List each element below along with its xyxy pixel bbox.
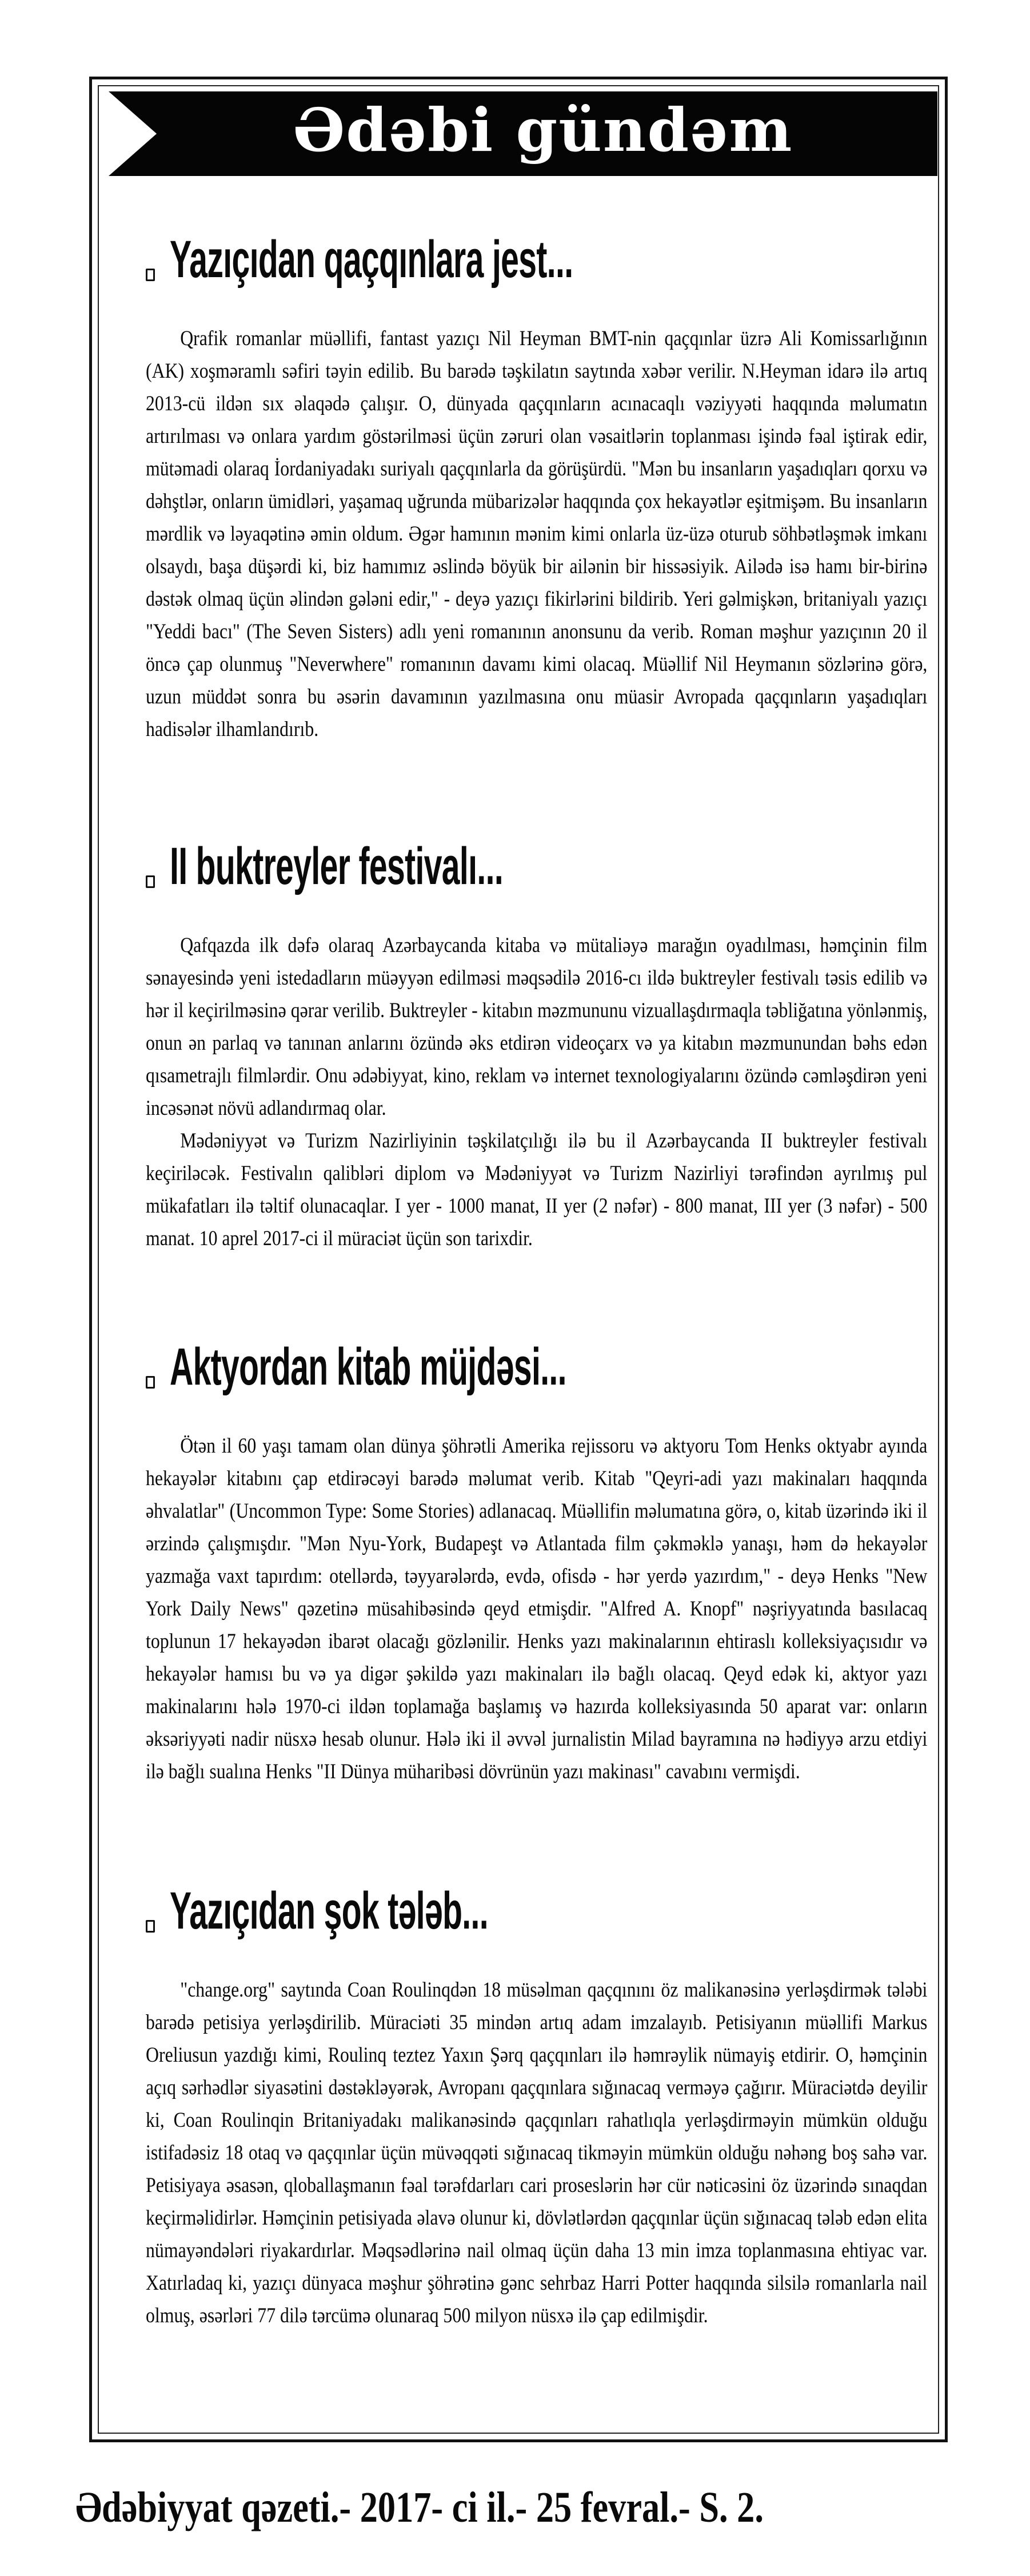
square-bullet-icon <box>146 269 155 281</box>
article-body <box>146 322 927 746</box>
article-headline <box>146 1336 929 1396</box>
article-body <box>146 1974 927 2332</box>
article-booktrailer-festival <box>146 835 929 1255</box>
headline-text: II buktreyler festivalı... <box>170 837 504 895</box>
article-headline <box>146 229 929 289</box>
paragraph: Qafqazda ilk dəfə olaraq Azərbaycanda kitaba və mütaliəyə marağın oyadılması, həmçinin film sənayesində yeni istedadların müəyyən edilməsi məqsədilə 2016-cı ildə buktreyler festivalı təsis edilib və hər il keçirilməsinə qərar verilib. Buktreyler - kitabın məzmununu vizuallaşdırmaqla təbliğatına yönlənmiş, onun ən parlaq və tanınan anlarını özündə əks etdirən videoçarx və ya kitabın məzmunundan bəhs edən qısametrajlı filmlərdir. Onu ədəbiyyat, kino, reklam və internet texnologiyalarını özündə cəmləşdirən yeni incəsənət növü adlandırmaq olar. <box>146 934 928 1120</box>
article-headline <box>146 835 929 893</box>
headline-text: Aktyordan kitab müjdəsi... <box>170 1338 566 1396</box>
paragraph: "change.org" saytında Coan Roulinqdən 18 müsəlman qaçqınını öz malikanəsinə yerləşdirmək tələbi barədə petisiya yerləşdirilib. Müraciəti 35 mindən artıq adam imzalayıb. Petisiyanın müəllifi Markus Oreliusun yazdığı kimi, Roulinq teztez Yaxın Şərq qaçqınları ilə həmrəylik nümayiş etdirir. O, həmçinin açıq sərhədlər siyasətini dəstəkləyərək, Avropanı qaçqınlara sığınacaq verməyə çağırır. Müraciətdə deyilir ki, Coan Roulinqin Britaniyadakı malikanəsində qaçqınları rahatlıqla yerləşdirməyin mümkün olduğu istifadəsiz 18 otaq və qaçqınlar üçün müvəqqəti sığınacaq tikməyin mümkün olduğu nəhəng boş sahə var. Petisiyaya əsasən, qloballaşmanın fəal tərəfdarları cari proseslərin hər cür nəticəsini öz üzərində sınaqdan keçirməlidirlər. Həmçinin petisiyada əlavə olunur ki, dövlətlərdən qaçqınlar üçün sığınacaq tələb edən elita nümayəndələri riyakardırlar. Məqsədlərinə nail olmaq üçün daha 13 min imza toplanmasına ehtiyac var. Xatırladaq ki, yazıçı dünyaca məşhur şöhrətinə gənc sehrbaz Harri Potter haqqında silsilə romanlarla nail olmuş, əsərləri 77 dilə tərcümə olunaraq 500 milyon nüsxə ilə çap edilmişdir. <box>146 1978 928 2327</box>
section-banner <box>109 91 937 176</box>
article-refugees-gesture <box>146 229 929 746</box>
article-body <box>146 929 927 1255</box>
headline-text: Yazıçıdan şok tələb... <box>170 1882 488 1940</box>
headline-text: Yazıçıdan qaçqınlara jest... <box>170 230 573 289</box>
article-headline <box>146 1880 929 1940</box>
paragraph: Mədəniyyət və Turizm Nazirliyinin təşkilatçılığı ilə bu il Azərbaycanda II buktreyler festivalı keçiriləcək. Festivalın qalibləri diplom və Mədəniyyət və Turizm Nazirliyi tərəfindən ayrılmış pul mükafatları ilə təltif olunacaqlar. I yer - 1000 manat, II yer (2 nəfər) - 800 manat, III yer (3 nəfər) - 500 manat. 10 aprel 2017-ci il müraciət üçün son tarixdir. <box>146 1129 928 1250</box>
square-bullet-icon <box>146 875 155 888</box>
square-bullet-icon <box>146 1376 155 1389</box>
article-body <box>146 1430 927 1788</box>
article-actor-book-news <box>146 1336 929 1788</box>
square-bullet-icon <box>146 1920 155 1933</box>
paragraph: Ötən il 60 yaşı tamam olan dünya şöhrətli Amerika rejissoru və aktyoru Tom Henks oktyabr ayında hekayələr kitabını çap etdirəcəyi barədə məlumat verib. Kitab "Qeyri-adi yazı makinaları haqqında əhvalatlar" (Uncommon Type: Some Stories) adlanacaq. Müəllifin məlumatına görə, o, kitab üzərində iki il ərzində çalışmışdır. "Mən Nyu-York, Budapeşt və Atlantada film çəkməklə yanaşı, həm də hekayələr yazmağa vaxt tapırdım: otellərdə, təyyarələrdə, evdə, ofisdə - hər yerdə yazırdım," - deyə Henks "New York Daily News" qəzetinə müsahibəsində qeyd etmişdir. "Alfred A. Knopf" nəşriyyatında basılacaq toplunun 17 hekayədən ibarət olacağı gözlənilir. Henks yazı makinalarının ehtiraslı kolleksiyaçısıdır və hekayələr hamısı bu və ya digər şəkildə yazı makinaları ilə bağlı olacaq. Qeyd edək ki, aktyor yazı makinalarını hələ 1970-ci ildən toplamağa başlamış və hazırda kolleksiyasında 50 aparat var: onların əksəriyyəti nadir nüsxə hesab olunur. Hələ iki il əvvəl jurnalistin Milad bayramına nə hədiyyə arzu etdiyi ilə bağlı sualına Henks "II Dünya müharibəsi dövrünün yazı makinası" cavabını vermişdi. <box>146 1434 928 1783</box>
paragraph: Qrafik romanlar müəllifi, fantast yazıçı Nil Heyman BMT-nin qaçqınlar üzrə Ali Komissarlığının (AK) xoşməramlı səfiri təyin edilib. Bu barədə təşkilatın saytında xəbər verilir. N.Heyman idarə ilə artıq 2013-cü ildən sıx əlaqədə çalışır. O, dünyada qaçqınların acınacaqlı vəziyyəti haqqında məlumatın artırılması və onlara yardım göstərilməsi üçün zəruri olan vəsaitlərin toplanması işində fəal iştirak edir, mütəmadi olaraq İordaniyadakı suriyalı qaçqınlarla da görüşürdü. "Mən bu insanların yaşadıqları qorxu və dəhştlər, onların ümidləri, yaşamaq uğrunda mübarizələr haqqında çox hekayətlər eşitmişəm. Bu insanların mərdlik və ləyaqətinə əmin oldum. Əgər hamının mənim kimi onlarla üz-üzə oturub söhbətləşmək imkanı olsaydı, başa düşərdi ki, biz hamımız əslində böyük bir ailənin bir hissəsiyik. Ailədə isə hamı bir-birinə dəstək olmaq üçün əlindən gələni edir," - deyə yazıçı fikirlərini bildirib. Yeri gəlmişkən, britaniyalı yazıçı "Yeddi bacı" (The Seven Sisters) adlı yeni romanının anonsunu da verib. Roman məşhur yazıçının 20 il öncə çap olunmuş "Neverwhere" romanının davamı kimi olacaq. Müəllif Nil Heymanın sözlərinə görə, uzun müddət sonra bu əsərin davamının yazılmasına onu müasir Avropada qaçqınların yaşadıqları hadisələr ilhamlandırıb. <box>146 327 928 741</box>
section-title: Ədəbi gündəm <box>293 95 793 165</box>
article-writer-shock-demand <box>146 1880 929 2332</box>
source-citation: Ədəbiyyat qəzeti.- 2017- ci il.- 25 fevral.- S. 2. <box>75 2483 764 2531</box>
